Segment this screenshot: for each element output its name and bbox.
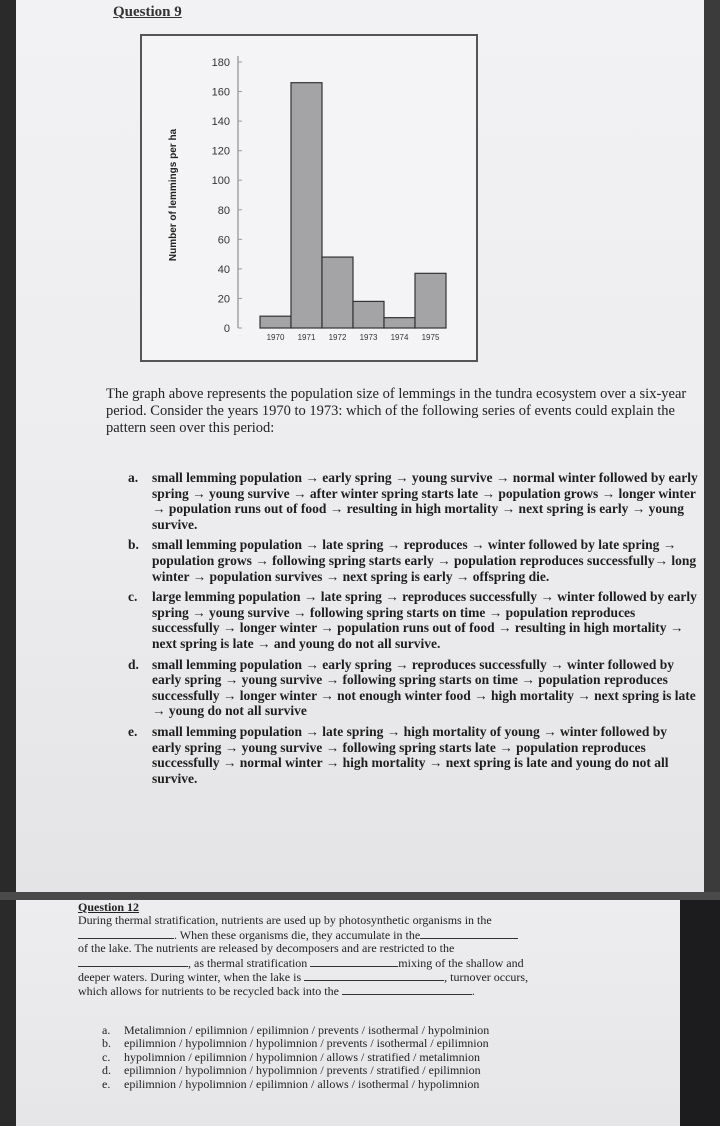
question-12-text <box>78 901 638 999</box>
answer-blank-6[interactable] <box>342 984 472 995</box>
option-text: epilimnion / hypolimnion / hypolimnion / prevents / stratified / epilimnion <box>124 1063 481 1078</box>
option-e[interactable] <box>128 724 698 786</box>
answer-blank-3[interactable] <box>78 956 188 967</box>
question-9-options <box>128 470 698 791</box>
y-tick-label: 180 <box>211 57 230 69</box>
option-letter: c. <box>128 589 138 605</box>
photo-left-edge <box>0 0 16 1126</box>
bar-1971 <box>291 83 322 328</box>
option-letter: e. <box>128 723 138 739</box>
answer-blank-5[interactable] <box>304 970 444 981</box>
y-tick-label: 20 <box>217 293 230 306</box>
y-tick-label: 80 <box>217 204 230 217</box>
lemming-bar-chart <box>140 34 478 362</box>
q12-line <box>78 942 638 955</box>
bar-1975 <box>415 273 446 328</box>
q12-line-text: which allows for nutrients to be recycled back into the <box>78 984 339 999</box>
option-a[interactable] <box>128 470 698 532</box>
y-tick-label: 160 <box>211 86 230 99</box>
y-tick-label: 140 <box>211 116 230 129</box>
answer-blank-2[interactable] <box>420 928 518 939</box>
option-letter: a. <box>128 470 139 485</box>
q12-line-text: , turnover occurs, <box>444 970 529 985</box>
q12-line <box>78 914 638 927</box>
q12-line-text: of the lake. The nutrients are released by decomposers and are restricted to the <box>78 941 455 956</box>
bar-1970 <box>260 316 291 328</box>
answer-blank-1[interactable] <box>78 928 174 939</box>
option-d[interactable] <box>128 657 698 719</box>
q12-line-text: . <box>471 984 475 999</box>
q12-line <box>78 956 638 970</box>
option-text: epilimnion / hypolimnion / hypolimnion / prevents / isothermal / epilimnion <box>124 1036 489 1051</box>
y-tick-label: 60 <box>217 234 230 247</box>
option-letter: d. <box>102 1063 111 1078</box>
x-tick-label: 1974 <box>390 333 409 342</box>
bar-1973 <box>353 301 384 328</box>
question-12-title: Question 12 <box>78 900 140 914</box>
option-letter: b. <box>102 1036 111 1051</box>
q12-line <box>78 928 638 942</box>
option-text: Metalimnion / epilimnion / epilimnion / prevents / isothermal / hypolminion <box>124 1023 490 1037</box>
y-tick-label: 40 <box>217 263 230 276</box>
option-b[interactable] <box>128 537 698 584</box>
y-axis-title: Number of lemmings per ha <box>168 128 179 262</box>
x-tick-label: 1970 <box>266 333 285 342</box>
answer-blank-4[interactable] <box>310 956 398 967</box>
option-text: small lemming population → early spring → young survive → normal winter followed by early spring → young survive → after winter spring starts late → population grows → longer winter → population runs out of food → resulting in high mortality → next spring is early → young survive. <box>152 470 698 532</box>
y-tick-label: 120 <box>211 145 230 158</box>
option-letter: a. <box>102 1023 111 1037</box>
question-12-page <box>16 900 680 1126</box>
option-text: hypolimnion / epilimnion / hypolimnion / allows / stratified / metalimnion <box>124 1049 480 1064</box>
option-letter: d. <box>128 656 139 672</box>
q12-option-a[interactable] <box>102 1024 489 1037</box>
option-letter: b. <box>128 537 139 553</box>
option-letter: e. <box>102 1076 111 1091</box>
option-text: epilimnion / hypolimnion / epilimnion / allows / isothermal / hypolimnion <box>124 1076 480 1091</box>
x-tick-label: 1972 <box>328 333 347 342</box>
option-text: small lemming population → early spring → reproduces successfully → winter followed by early spring → young survive → following spring starts on time → population reproduces successfully → longer winter → not enough winter food → high mortality → next spring is late → young do not all survive <box>152 656 696 719</box>
x-tick-label: 1973 <box>359 333 378 342</box>
photo-gap <box>0 892 720 900</box>
question-12-options <box>102 1024 489 1091</box>
q12-line-text: mixing of the shallow and <box>398 955 524 970</box>
y-tick-label: 100 <box>211 175 230 188</box>
q12-line <box>78 970 638 984</box>
question-9-title: Question 9 <box>113 4 182 20</box>
q12-option-b[interactable] <box>102 1037 489 1050</box>
q12-option-c[interactable] <box>102 1051 489 1064</box>
q12-line <box>78 984 638 998</box>
q12-line-text: , as thermal stratification <box>188 955 308 970</box>
q12-line-text: During thermal stratification, nutrients are used up by photosynthetic organisms in the <box>78 913 492 928</box>
option-text: large lemming population → late spring → reproduces successfully → winter followed by early spring → young survive → following spring starts on time → population reproduces successfully → longer winter → population runs out of food → resulting in high mortality → next spring is late → and young do not all survive. <box>152 589 697 651</box>
q12-option-d[interactable] <box>102 1064 489 1077</box>
chart-canvas <box>142 36 476 360</box>
photo-right-shadow <box>680 900 720 1126</box>
q12-line-text: . When these organisms die, they accumulate in the <box>174 927 421 942</box>
q12-line-text: deeper waters. During winter, when the lake is <box>78 970 302 985</box>
q12-option-e[interactable] <box>102 1078 489 1091</box>
option-text: small lemming population → late spring → reproduces → winter followed by late spring → population grows → following spring starts early → population reproduces successfully→ long winter → population survives → next spring is early → offspring die. <box>152 537 697 584</box>
question-9-paragraph: The graph above represents the population size of lemmings in the tundra ecosystem over a six-year period. Consider the years 1970 to 1973: which of the following series of events could explain the pattern seen over this period: <box>106 386 687 436</box>
option-c[interactable] <box>128 589 698 651</box>
x-tick-label: 1975 <box>421 333 440 342</box>
y-tick-label: 0 <box>223 323 230 335</box>
question-9-page <box>16 0 704 892</box>
bar-1974 <box>384 318 415 328</box>
x-tick-label: 1971 <box>297 333 316 342</box>
option-text: small lemming population → late spring → high mortality of young → winter followed by early spring → young survive → following spring starts late → population reproduces successfully → normal winter → high mortality → next spring is late and young do not all survive. <box>152 723 669 786</box>
option-letter: c. <box>102 1049 111 1064</box>
bar-1972 <box>322 257 353 328</box>
